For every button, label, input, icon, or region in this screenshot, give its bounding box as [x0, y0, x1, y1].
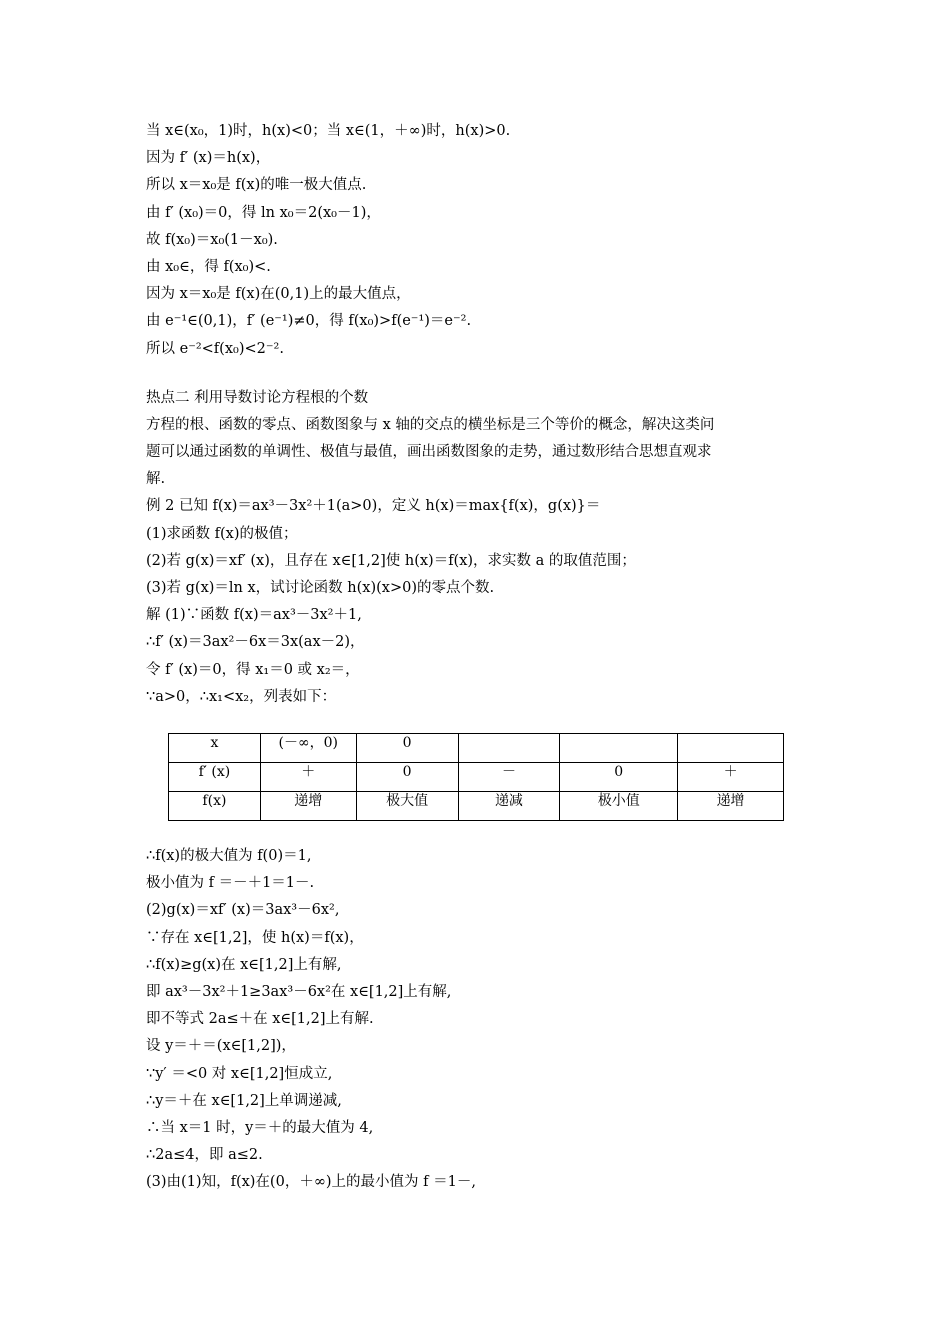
- solution-continuation: [146, 843, 816, 1196]
- table-cell: (－∞，0): [260, 734, 356, 763]
- text-line: ∵存在 x∈[1,2]，使 h(x)＝f(x)，: [146, 929, 364, 946]
- table-cell: [678, 734, 784, 763]
- text-line: 因为 x＝x₀是 f(x)在(0,1)上的最大值点，: [146, 286, 411, 303]
- text-line: 令 f′ (x)＝0，得 x₁＝0 或 x₂＝，: [146, 661, 360, 678]
- text-line: ∵a>0，∴x₁<x₂，列表如下：: [146, 688, 337, 705]
- table-cell: 递增: [260, 792, 356, 821]
- text-line: 例 2 已知 f(x)＝ax³－3x²＋1(a>0)，定义 h(x)＝max{f(x)，g(x)}＝: [146, 498, 601, 515]
- table-cell: f(x): [169, 792, 261, 821]
- text-line: 解 (1)∵函数 f(x)＝ax³－3x²＋1,: [146, 607, 362, 624]
- text-line: 当 x∈(x₀，1)时，h(x)<0；当 x∈(1，＋∞)时，h(x)>0.: [146, 123, 511, 139]
- text-line: 题可以通过函数的单调性、极值与最值，画出函数图象的走势，通过数形结合思想直观求: [146, 444, 712, 461]
- text-line: ∵y′ ＝<0 对 x∈[1,2]恒成立,: [146, 1065, 333, 1082]
- text-line: (2)若 g(x)＝xf′ (x)，且存在 x∈[1,2]使 h(x)＝f(x)，求实数 a 的取值范围；: [146, 552, 636, 569]
- text-line: 设 y＝＋＝(x∈[1,2])，: [146, 1038, 296, 1055]
- text-line: (2)g(x)＝xf′ (x)＝3ax³－6x²,: [146, 902, 340, 919]
- text-line: (3)由(1)知，f(x)在(0，＋∞)上的最小值为 f ＝1－,: [146, 1174, 476, 1191]
- text-line: 即 ax³－3x²＋1≥3ax³－6x²在 x∈[1,2]上有解,: [146, 983, 452, 1000]
- table-cell: [560, 734, 678, 763]
- text-line: 方程的根、函数的零点、函数图象与 x 轴的交点的横坐标是三个等价的概念，解决这类问: [146, 416, 715, 433]
- section-heading: 热点二 利用导数讨论方程根的个数: [146, 389, 369, 406]
- table-cell: 递减: [458, 792, 560, 821]
- text-line: 所以 x＝x₀是 f(x)的唯一极大值点.: [146, 177, 367, 194]
- text-line: ∴f′ (x)＝3ax²－6x＝3x(ax－2)，: [146, 634, 365, 651]
- table-row: [169, 763, 784, 792]
- table-cell: 0: [356, 763, 458, 792]
- text-line: 所以 e⁻²<f(x₀)<2⁻².: [146, 340, 284, 357]
- table-cell: 极小值: [560, 792, 678, 821]
- text-line: 因为 f′ (x)＝h(x)，: [146, 150, 271, 167]
- text-line: 由 f′ (x₀)＝0，得 ln x₀＝2(x₀－1)，: [146, 204, 381, 221]
- text-line: 即不等式 2a≤＋在 x∈[1,2]上有解.: [146, 1011, 374, 1028]
- sign-table: [168, 733, 784, 821]
- table-cell: 极大值: [356, 792, 458, 821]
- text-line: ∴f(x)的极大值为 f(0)＝1,: [146, 848, 312, 864]
- table-cell: [458, 734, 560, 763]
- text-line: 故 f(x₀)＝x₀(1－x₀).: [146, 231, 278, 248]
- text-line: ∴y＝＋在 x∈[1,2]上单调递减,: [146, 1092, 342, 1109]
- text-line: 由 x₀∈，得 f(x₀)<.: [146, 258, 271, 275]
- example-2: [146, 412, 816, 711]
- table-cell: x: [169, 734, 261, 763]
- text-line: (3)若 g(x)＝ln x，试讨论函数 h(x)(x>0)的零点个数.: [146, 580, 495, 596]
- text-line: 极小值为 f ＝－＋1＝1－.: [146, 875, 315, 892]
- table-cell: 0: [560, 763, 678, 792]
- table-row: [169, 792, 784, 821]
- text-line: ∴2a≤4，即 a≤2.: [146, 1147, 263, 1164]
- table-cell: －: [458, 763, 560, 792]
- text-line: (1)求函数 f(x)的极值；: [146, 525, 298, 542]
- table-cell: f′ (x): [169, 763, 261, 792]
- text-line: ∴当 x＝1 时，y＝＋的最大值为 4,: [146, 1119, 374, 1136]
- table-cell: ＋: [260, 763, 356, 792]
- document-body: [146, 118, 816, 711]
- text-line: ∴f(x)≥g(x)在 x∈[1,2]上有解,: [146, 956, 342, 973]
- proof-continuation: [146, 118, 816, 363]
- text-line: 解.: [146, 471, 166, 488]
- table-cell: 递增: [678, 792, 784, 821]
- text-line: 由 e⁻¹∈(0,1)，f′ (e⁻¹)≠0，得 f(x₀)>f(e⁻¹)＝e⁻².: [146, 313, 472, 330]
- table-cell: 0: [356, 734, 458, 763]
- table-cell: ＋: [678, 763, 784, 792]
- table-row: [169, 734, 784, 763]
